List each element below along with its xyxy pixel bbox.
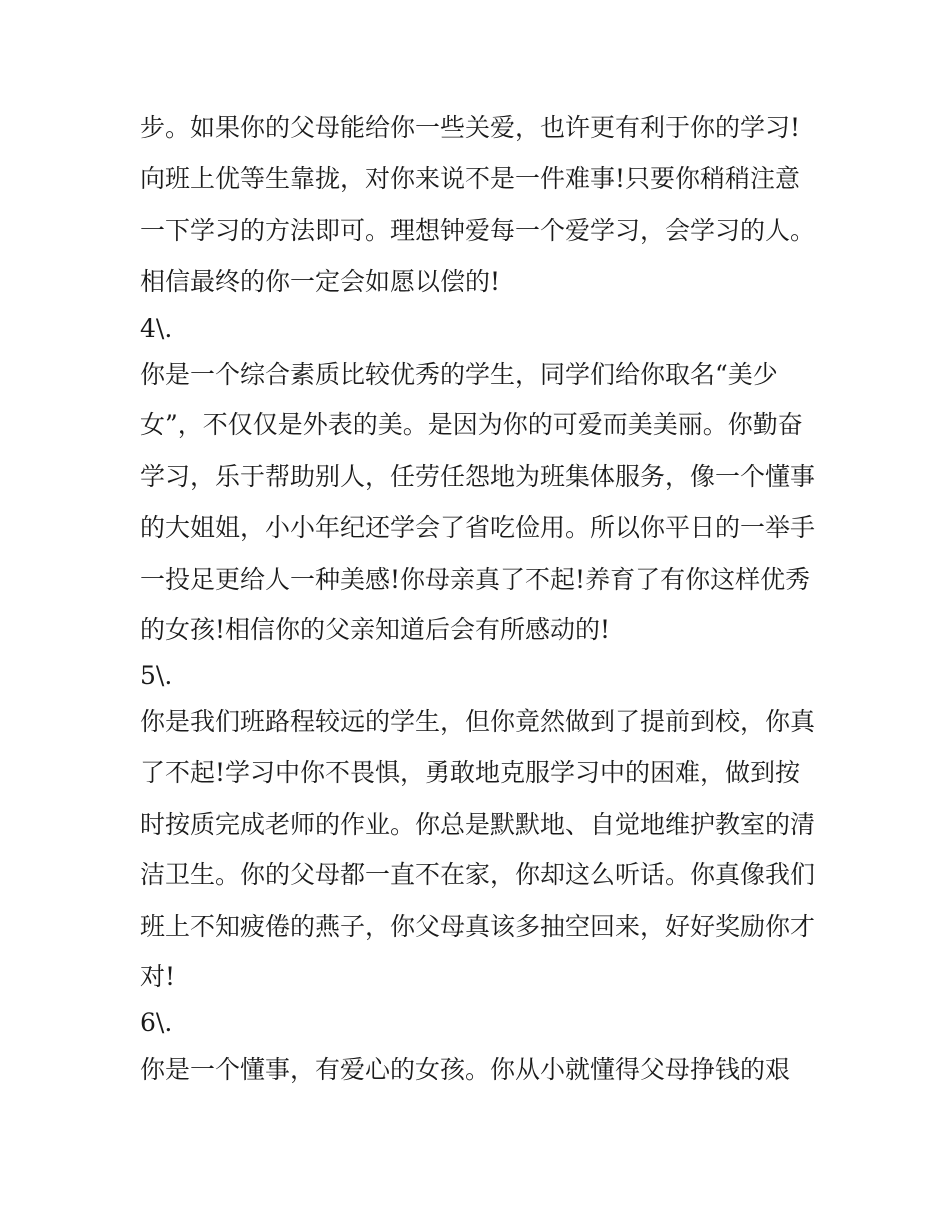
text-line: 你是一个综合素质比较优秀的学生，同学们给你取名“美少 bbox=[140, 360, 778, 389]
item-number: 4\. bbox=[140, 314, 173, 343]
text-line: 女”，不仅仅是外表的美。是因为你的可爱而美美丽。你勤奋 bbox=[140, 410, 803, 439]
text-line: 洁卫生。你的父母都一直不在家，你却这么听话。你真像我们 bbox=[140, 860, 816, 889]
text-line: 步。如果你的父母能给你一些关爱，也许更有利于你的学习! bbox=[140, 113, 801, 142]
item-number: 6\. bbox=[140, 1008, 173, 1037]
text-line: 的大姐姐，小小年纪还学会了省吃俭用。所以你平日的一举手 bbox=[140, 513, 816, 542]
text-line: 一下学习的方法即可。理想钟爱每一个爱学习，会学习的人。 bbox=[140, 216, 816, 245]
text-line: 相信最终的你一定会如愿以偿的! bbox=[140, 267, 501, 296]
text-line: 了不起!学习中你不畏惧，勇敢地克服学习中的困难，做到按 bbox=[140, 758, 801, 787]
text-line: 对! bbox=[140, 962, 176, 991]
text-line: 你是我们班路程较远的学生，但你竟然做到了提前到校，你真 bbox=[140, 707, 816, 736]
text-line: 你是一个懂事，有爱心的女孩。你从小就懂得父母挣钱的艰 bbox=[140, 1055, 791, 1084]
item-number: 5\. bbox=[140, 661, 173, 690]
text-line: 时按质完成老师的作业。你总是默默地、自觉地维护教室的清 bbox=[140, 810, 816, 839]
text-line: 的女孩!相信你的父亲知道后会有所感动的! bbox=[140, 615, 611, 644]
text-line: 班上不知疲倦的燕子，你父母真该多抽空回来，好好奖励你才 bbox=[140, 912, 816, 941]
text-line: 一投足更给人一种美感!你母亲真了不起!养育了有你这样优秀 bbox=[140, 565, 811, 594]
text-line: 学习，乐于帮助别人，任劳任怨地为班集体服务，像一个懂事 bbox=[140, 462, 816, 491]
text-line: 向班上优等生靠拢，对你来说不是一件难事!只要你稍稍注意 bbox=[140, 164, 801, 193]
